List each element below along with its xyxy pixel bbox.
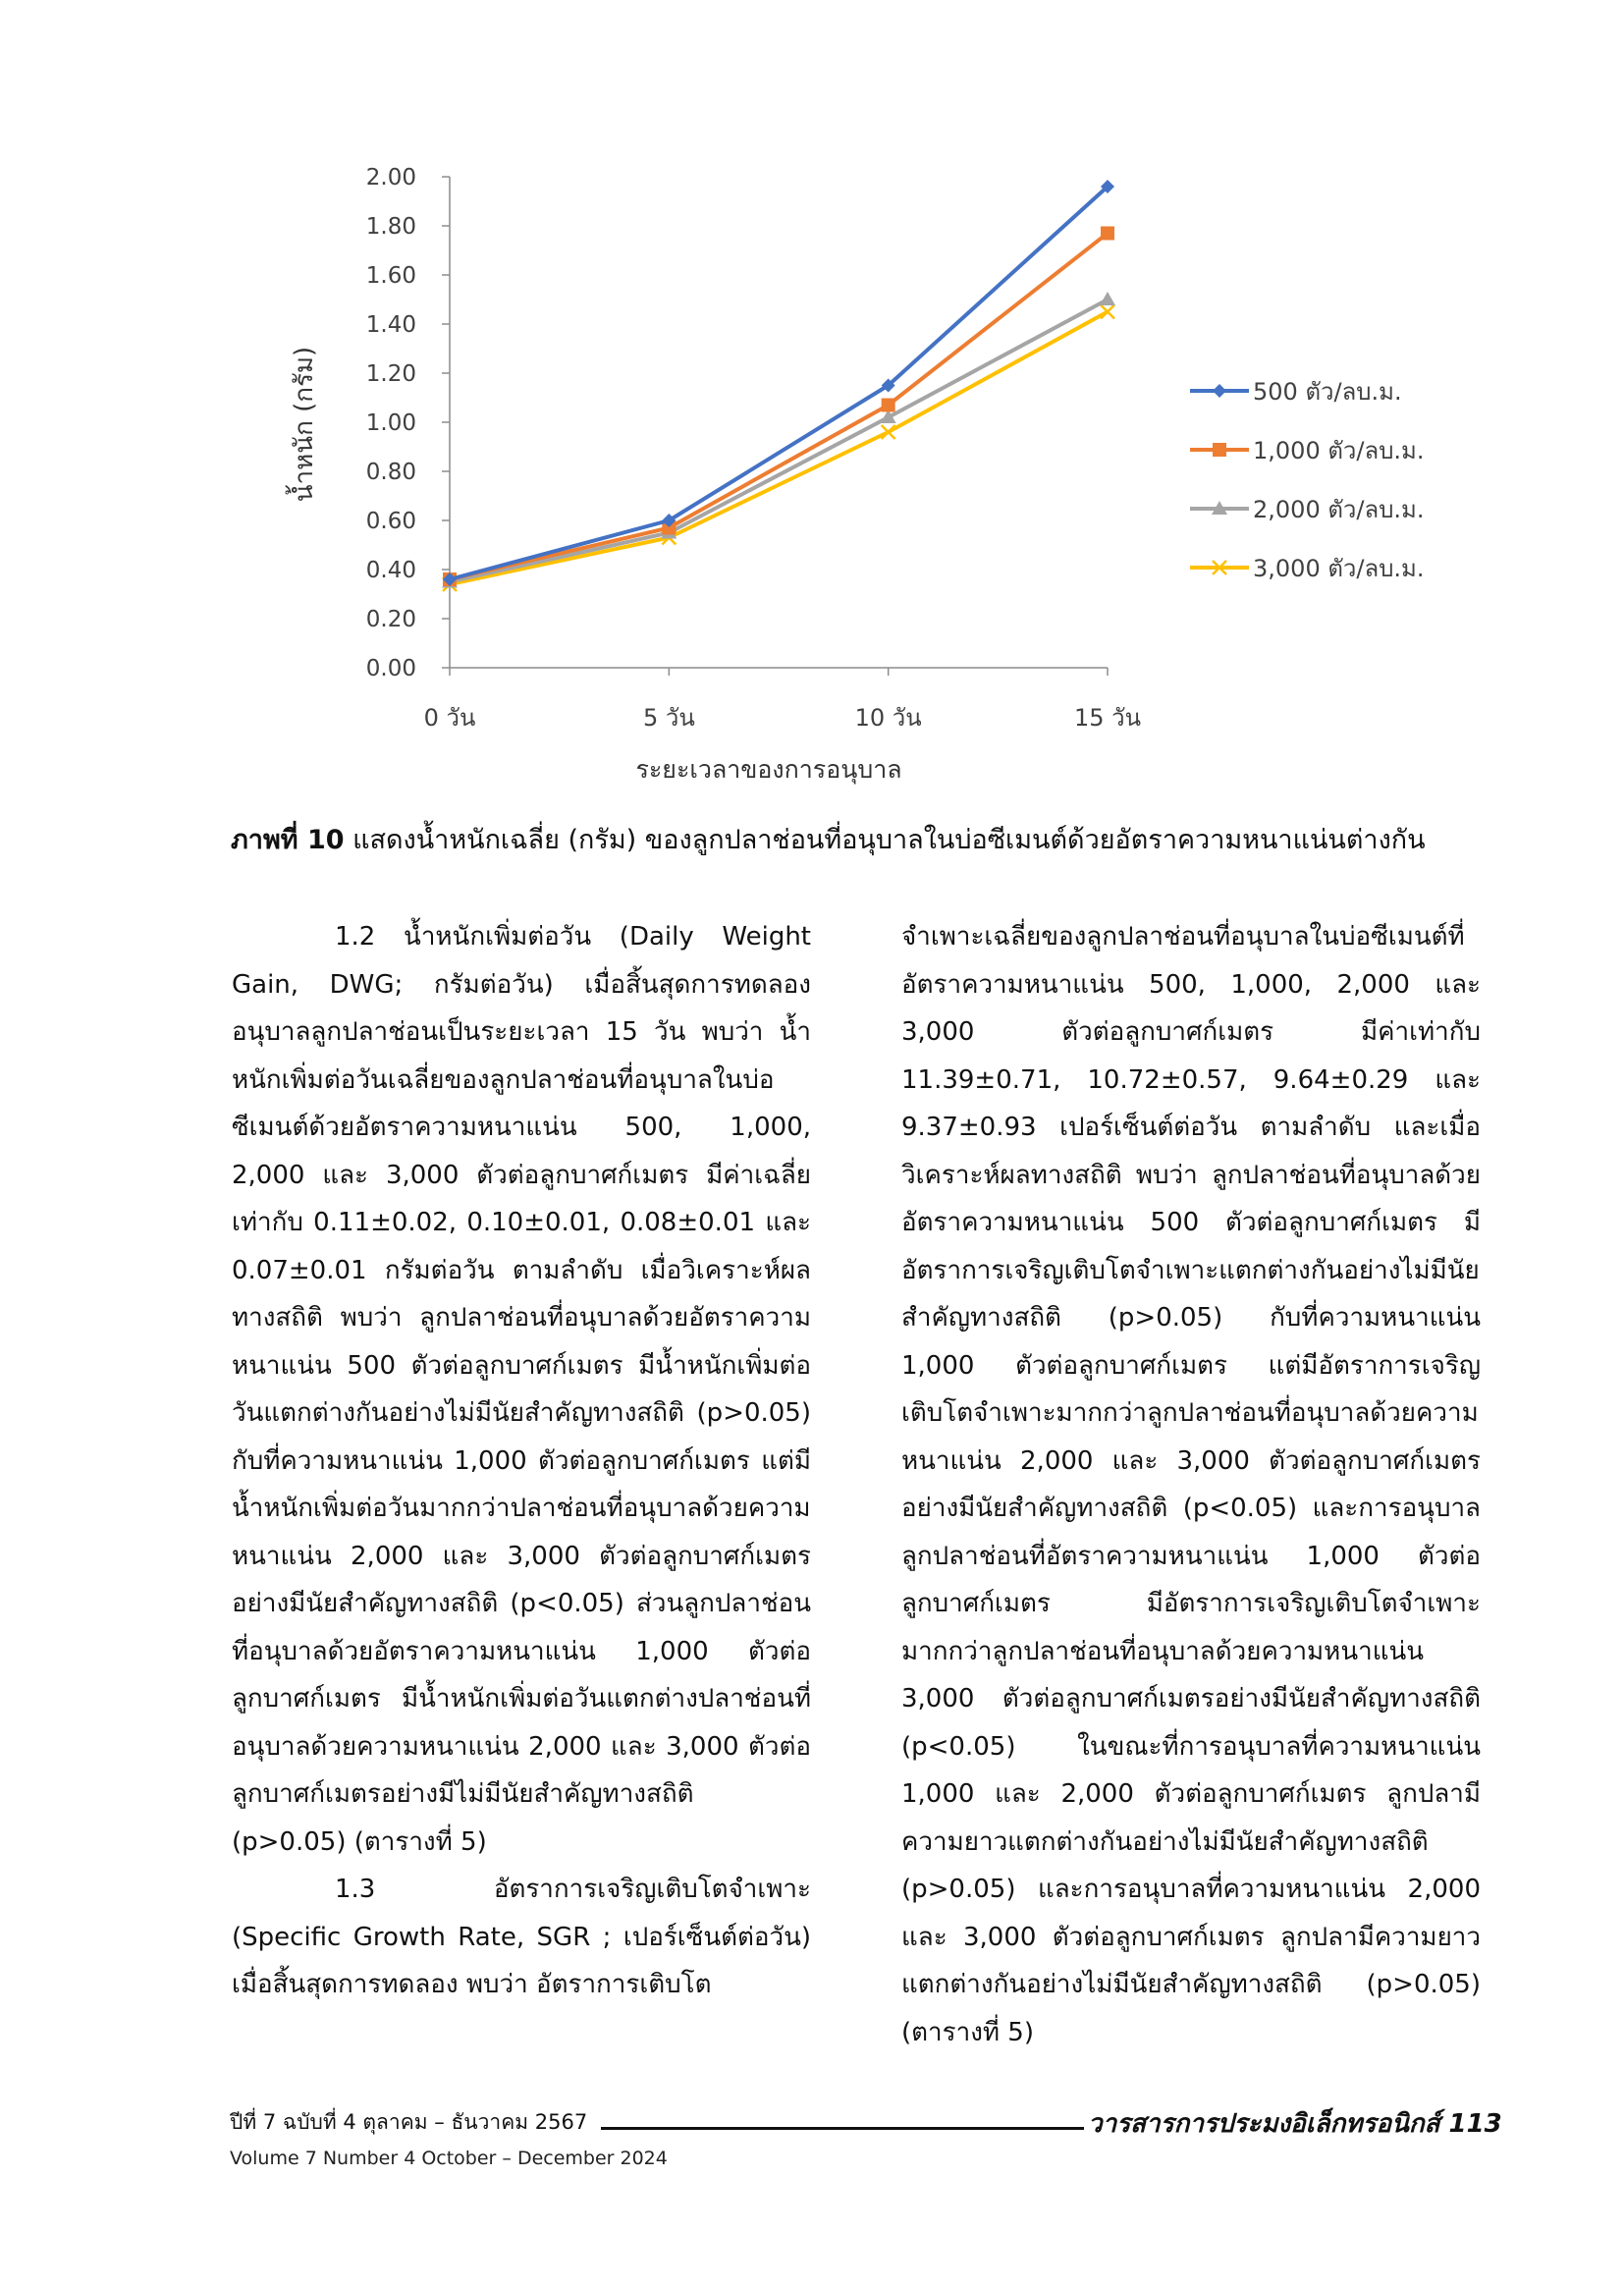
series-line bbox=[450, 234, 1108, 580]
x-tick-label: 15 วัน bbox=[1073, 704, 1142, 732]
legend-label: 3,000 ตัว/ลบ.ม. bbox=[1253, 555, 1425, 582]
data-point bbox=[1100, 292, 1115, 305]
y-tick-label: 0.60 bbox=[365, 509, 416, 534]
chart-axes bbox=[366, 165, 1141, 732]
y-tick-label: 0.40 bbox=[365, 558, 416, 583]
footer-divider bbox=[601, 2127, 1084, 2130]
legend-label: 1,000 ตัว/ลบ.ม. bbox=[1253, 437, 1425, 464]
y-tick-label: 0.20 bbox=[365, 607, 416, 632]
legend-label: 500 ตัว/ลบ.ม. bbox=[1253, 378, 1402, 406]
y-axis-label: น้ำหนัก (กรัม) bbox=[290, 346, 319, 503]
data-point bbox=[1213, 384, 1226, 398]
x-tick-label: 10 วัน bbox=[854, 704, 922, 732]
data-point bbox=[882, 399, 895, 412]
y-tick-label: 1.00 bbox=[365, 410, 416, 436]
y-tick-label: 1.20 bbox=[365, 361, 416, 387]
footer-issue-thai: ปีที่ 7 ฉบับที่ 4 ตุลาคม – ธันวาคม 2567 bbox=[230, 2110, 588, 2134]
paragraph-sgr-intro: 1.3 อัตราการเจริญเติบโตจำเพาะ (Specific Growth Rate, SGR ; เปอร์เซ็นต์ต่อวัน) เมื่อสิ้นสุดการทดลอง พบว่า อัตราการเติบโต bbox=[232, 1875, 811, 1999]
right-column bbox=[901, 913, 1481, 2056]
series-line bbox=[450, 187, 1108, 579]
series-line bbox=[450, 299, 1108, 582]
y-tick-label: 2.00 bbox=[365, 165, 416, 190]
legend-label: 2,000 ตัว/ลบ.ม. bbox=[1253, 496, 1425, 523]
paragraph-sgr-continued: จำเพาะเฉลี่ยของลูกปลาช่อนที่อนุบาลในบ่อซีเมนต์ที่อัตราความหนาแน่น 500, 1,000, 2,000 และ 3,000 ตัวต่อลูกบาศก์เมตร มีค่าเท่ากับ 11.39±0.71, 10.72±0.57, 9.64±0.29 และ 9.37±0.93 เปอร์เซ็นต์ต่อวัน ตามลำดับ และเมื่อวิเคราะห์ผลทางสถิติ พบว่า ลูกปลาช่อนที่อนุบาลด้วยอัตราความหนาแน่น 500 ตัวต่อลูกบาศก์เมตร มีอัตราการเจริญเติบโตจำเพาะแตกต่างกันอย่างไม่มีนัยสำคัญทางสถิติ (p>0.05) กับที่ความหนาแน่น 1,000 ตัวต่อลูกบาศก์เมตร แต่มีอัตราการเจริญเติบโตจำเพาะมากกว่าลูกปลาช่อนที่อนุบาลด้วยความหนาแน่น 2,000 และ 3,000 ตัวต่อลูกบาศก์เมตรอย่างมีนัยสำคัญทางสถิติ (p<0.05) และการอนุบาลลูกปลาช่อนที่อัตราความหนาแน่น 1,000 ตัวต่อลูกบาศก์เมตร มีอัตราการเจริญเติบโตจำเพาะมากกว่าลูกปลาช่อนที่อนุบาลด้วยความหนาแน่น 3,000 ตัวต่อลูกบาศก์เมตรอย่างมีนัยสำคัญทางสถิติ (p<0.05) ในขณะที่การอนุบาลที่ความหนาแน่น 1,000 และ 2,000 ตัวต่อลูกบาศก์เมตร ลูกปลามีความยาวแตกต่างกันอย่างไม่มีนัยสำคัญทางสถิติ (p>0.05) และการอนุบาลที่ความหนาแน่น 2,000 และ 3,000 ตัวต่อลูกบาศก์เมตร ลูกปลามีความยาวแตกต่างกันอย่างไม่มีนัยสำคัญทางสถิติ (p>0.05) (ตารางที่ 5) bbox=[901, 922, 1481, 2047]
left-column bbox=[232, 913, 811, 2009]
x-tick-label: 0 วัน bbox=[423, 704, 476, 732]
y-tick-label: 1.80 bbox=[365, 214, 416, 240]
x-axis-label: ระยะเวลาของการอนุบาล bbox=[635, 755, 902, 784]
y-tick-label: 1.60 bbox=[365, 263, 416, 289]
data-point bbox=[882, 425, 895, 439]
data-point bbox=[1213, 443, 1226, 457]
data-point bbox=[1101, 227, 1114, 241]
y-tick-label: 1.40 bbox=[365, 312, 416, 338]
y-tick-label: 0.80 bbox=[365, 460, 416, 485]
weight-line-chart bbox=[0, 0, 1624, 815]
chart-legend bbox=[1190, 378, 1425, 582]
figure-caption-label: ภาพที่ 10 bbox=[231, 825, 345, 855]
figure-caption bbox=[231, 821, 1468, 860]
footer-issue-english: Volume 7 Number 4 October – December 2024 bbox=[230, 2148, 668, 2169]
y-tick-label: 0.00 bbox=[365, 656, 416, 681]
x-tick-label: 5 วัน bbox=[642, 704, 695, 732]
footer-journal-page: วารสารการประมงอิเล็กทรอนิกส์ 113 bbox=[1088, 2109, 1502, 2139]
chart-series bbox=[442, 180, 1115, 591]
data-point bbox=[1101, 305, 1114, 319]
figure-caption-text: แสดงน้ำหนักเฉลี่ย (กรัม) ของลูกปลาช่อนที่อนุบาลในบ่อซีเมนต์ด้วยอัตราความหนาแน่นต่างกัน bbox=[344, 825, 1426, 855]
paragraph-dwg: 1.2 น้ำหนักเพิ่มต่อวัน (Daily Weight Gain, DWG; กรัมต่อวัน) เมื่อสิ้นสุดการทดลองอนุบาลลูกปลาช่อนเป็นระยะเวลา 15 วัน พบว่า น้ำหนักเพิ่มต่อวันเฉลี่ยของลูกปลาช่อนที่อนุบาลในบ่อซีเมนต์ด้วยอัตราความหนาแน่น 500, 1,000, 2,000 และ 3,000 ตัวต่อลูกบาศก์เมตร มีค่าเฉลี่ยเท่ากับ 0.11±0.02, 0.10±0.01, 0.08±0.01 และ 0.07±0.01 กรัมต่อวัน ตามลำดับ เมื่อวิเคราะห์ผลทางสถิติ พบว่า ลูกปลาช่อนที่อนุบาลด้วยอัตราความหนาแน่น 500 ตัวต่อลูกบาศก์เมตร มีน้ำหนักเพิ่มต่อวันแตกต่างกันอย่างไม่มีนัยสำคัญทางสถิติ (p>0.05) กับที่ความหนาแน่น 1,000 ตัวต่อลูกบาศก์เมตร แต่มีน้ำหนักเพิ่มต่อวันมากกว่าปลาช่อนที่อนุบาลด้วยความหนาแน่น 2,000 และ 3,000 ตัวต่อลูกบาศก์เมตรอย่างมีนัยสำคัญทางสถิติ (p<0.05) ส่วนลูกปลาช่อนที่อนุบาลด้วยอัตราความหนาแน่น 1,000 ตัวต่อลูกบาศก์เมตร มีน้ำหนักเพิ่มต่อวันแตกต่างปลาช่อนที่อนุบาลด้วยความหนาแน่น 2,000 และ 3,000 ตัวต่อลูกบาศก์เมตรอย่างมีไม่มีนัยสำคัญทางสถิติ (p>0.05) (ตารางที่ 5) bbox=[232, 922, 811, 1857]
